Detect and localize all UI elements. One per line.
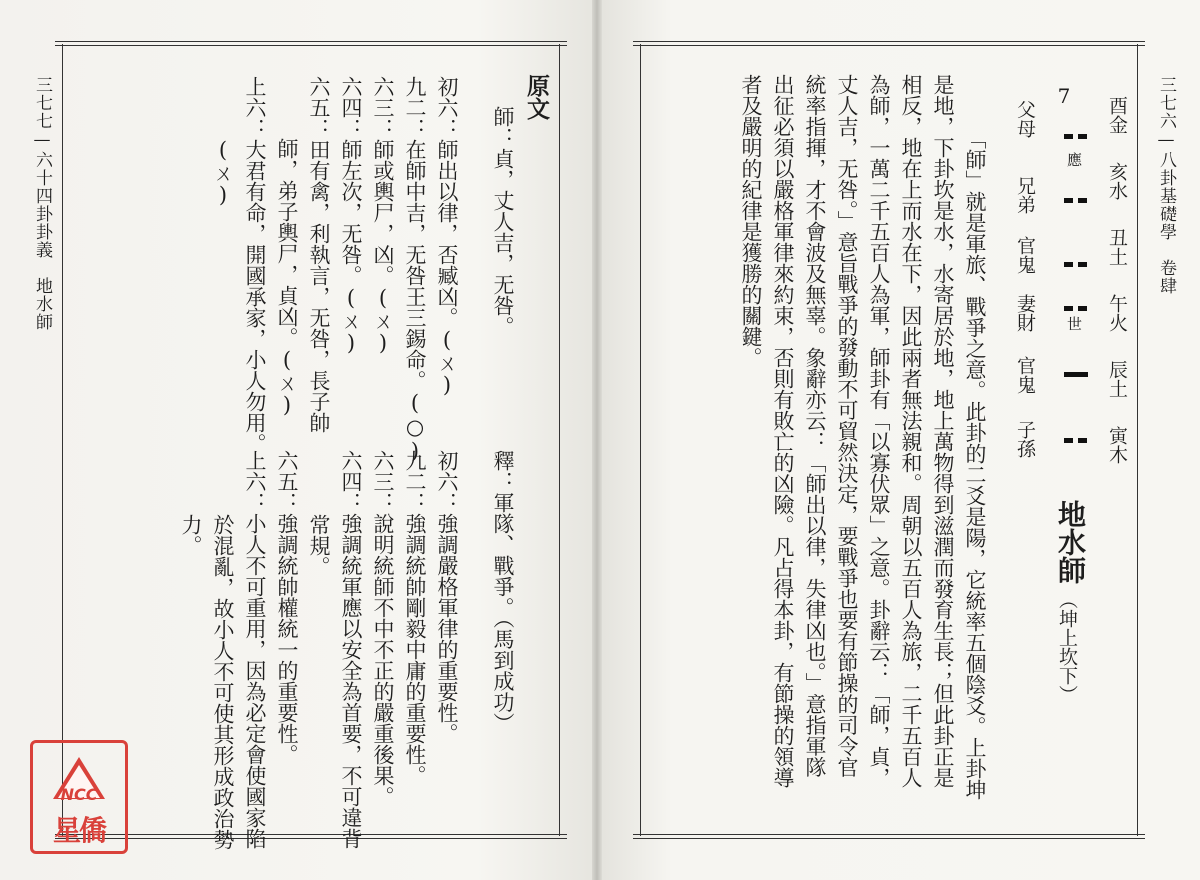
yao-line: 師，弟子輿尸，貞凶。(ㄨ) bbox=[275, 138, 299, 417]
gua-statement: 師：貞，丈人吉，无咎。 bbox=[491, 106, 515, 337]
body-text-column: 「師」就是軍旅、戰爭之意。此卦的二爻是陽，它統率五個陰爻。上卦坤 bbox=[963, 128, 987, 800]
hexagram-number: 7 bbox=[1052, 84, 1076, 108]
explanation-line: 六三：說明統師不中不正的嚴重後果。 bbox=[371, 450, 395, 807]
relation-label: 妻財 bbox=[1014, 294, 1036, 332]
explanation-line: 上六：小人不可重用，因為必定會使國家陷 bbox=[243, 450, 267, 849]
right-running-header: 三七六—八卦基礎學 卷肆 bbox=[1156, 76, 1176, 295]
body-text-column: 者及嚴明的紀律是獲勝的關鍵。 bbox=[739, 74, 763, 368]
frame-rule-top bbox=[633, 41, 1145, 46]
relation-label: 兄弟 bbox=[1014, 176, 1036, 214]
stamp-latin-text: NCC bbox=[60, 785, 98, 804]
hexagram-title: 地水師 bbox=[1054, 500, 1087, 584]
yao-line: 六四：師左次，无咎。(ㄨ) bbox=[339, 76, 363, 355]
relation-label: 官鬼 bbox=[1014, 236, 1036, 274]
explanation-title: 釋：軍隊、戰爭。（馬到成功） bbox=[491, 450, 515, 734]
body-text-column: 為師，一萬二千五百人為軍，師卦有「以寡伏眾」之意。卦辭云：「師，貞， bbox=[867, 74, 891, 788]
body-text-column: 統率指揮，才不會波及無辜。象辭亦云：「師出以律，失律凶也。」意指軍隊 bbox=[803, 74, 827, 778]
body-text-column: 是地，下卦坎是水，水寄居於地，地上萬物得到滋潤而發育生長；但此卦正是 bbox=[931, 74, 955, 788]
yao-line: 六三：師或輿尸，凶。(ㄨ) bbox=[371, 76, 395, 355]
frame-rule-bottom bbox=[55, 834, 567, 839]
explanation-line: 於混亂，故小人不可使其形成政治勢 bbox=[211, 514, 235, 850]
relation-label: 官鬼 bbox=[1014, 356, 1036, 394]
body-text-column: 相反，地在上而水在下，因此兩者無法親和。周朝以五百人為旅，二千五百人 bbox=[899, 74, 923, 788]
body-text-column: 出征必須以嚴格軍律來約束，否則有敗亡的凶險。凡占得本卦，有節操的領導 bbox=[771, 74, 795, 788]
stamp-chinese-text: 星僑 bbox=[52, 814, 105, 847]
branch-label: 酉金 bbox=[1106, 96, 1128, 134]
branch-label: 亥水 bbox=[1106, 162, 1128, 200]
original-text-heading: 原文 bbox=[523, 74, 550, 120]
yao-line: (ㄨ) bbox=[211, 138, 235, 207]
explanation-line: 六四：強調統軍應以安全為首要，不可違背 bbox=[339, 450, 363, 849]
branch-label: 丑土 bbox=[1106, 228, 1128, 266]
branch-label: 午火 bbox=[1106, 294, 1128, 332]
yao-line: 六五：田有禽，利執言，无咎，長子帥 bbox=[307, 76, 331, 433]
frame-rule-bottom bbox=[633, 834, 1145, 839]
branch-label: 寅木 bbox=[1106, 426, 1128, 464]
explanation-line: 初六：強調嚴格軍律的重要性。 bbox=[435, 450, 459, 744]
explanation-line: 六五：強調統帥權統一的重要性。 bbox=[275, 450, 299, 765]
left-running-header: 三七七—六十四卦卦義 地水師 bbox=[32, 76, 52, 331]
yao-line: 九二：在師中吉，无咎王三錫命。(○) bbox=[403, 76, 427, 463]
hexagram-subtitle: （坤上坎下） bbox=[1056, 590, 1078, 704]
explanation-line: 力。 bbox=[179, 514, 203, 556]
line-marker-shi: 世 bbox=[1065, 316, 1083, 331]
line-marker-ying: 應 bbox=[1065, 152, 1083, 167]
yao-line: 初六：師出以律，否臧凶。(ㄨ) bbox=[435, 76, 459, 397]
book-gutter bbox=[592, 0, 602, 880]
body-text-column: 丈人吉，无咎。」意旨戰爭的發動不可貿然決定，要戰爭也要有節操的司令官 bbox=[835, 74, 859, 778]
explanation-line: 常規。 bbox=[307, 514, 331, 577]
branch-label: 辰土 bbox=[1106, 360, 1128, 398]
relation-label: 子孫 bbox=[1014, 420, 1036, 458]
publisher-stamp bbox=[30, 740, 128, 854]
yao-line: 上六：大君有命，開國承家，小人勿用。 bbox=[243, 76, 267, 454]
frame-rule-top bbox=[55, 41, 567, 46]
explanation-line: 九二：強調統帥剛毅中庸的重要性。 bbox=[403, 450, 427, 786]
relation-label: 父母 bbox=[1014, 100, 1036, 138]
